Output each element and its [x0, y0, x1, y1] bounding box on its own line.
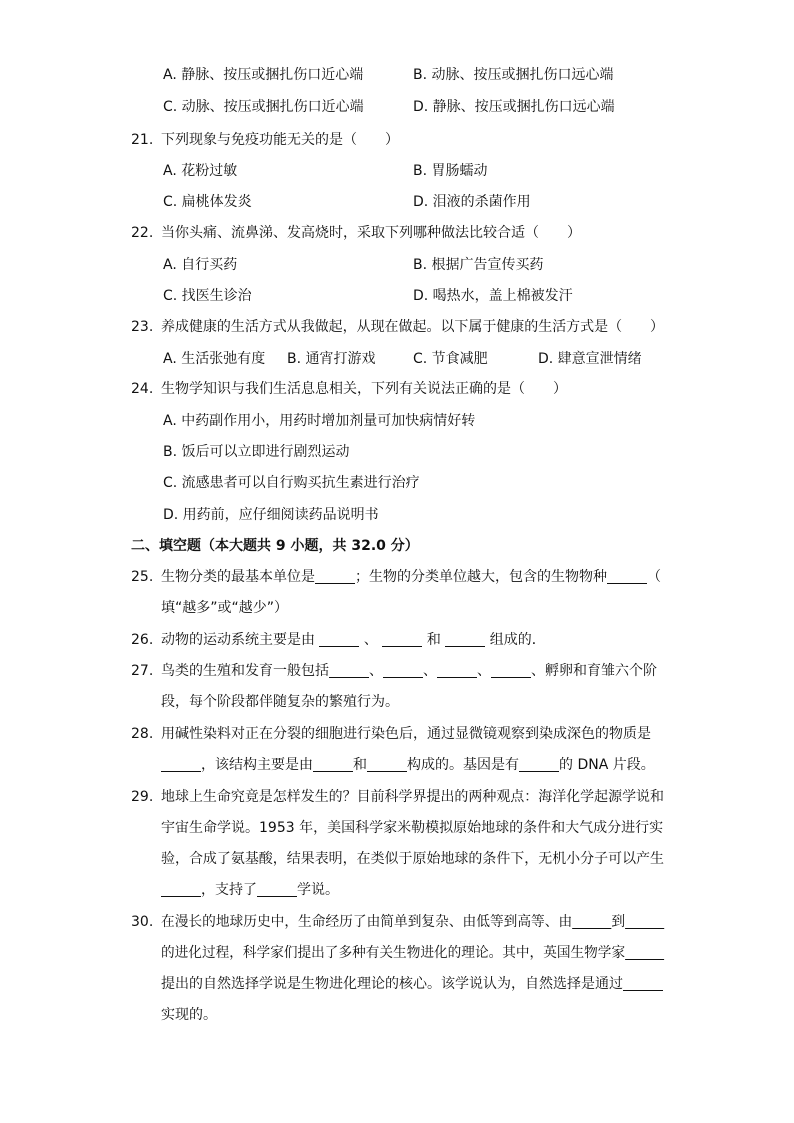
text-segment: 、 — [363, 632, 378, 648]
option-c: C. 节食减肥 — [413, 351, 488, 367]
answer-blank[interactable] — [161, 757, 201, 772]
question-number: 30. — [131, 914, 154, 930]
text-segment: 和 — [353, 757, 367, 773]
option-a: A. 静脉、按压或捆扎伤口近心端 — [163, 67, 364, 83]
question-text-line — [161, 913, 664, 931]
option-a: A. 自行买药 — [163, 257, 238, 273]
option-c: C. 扁桃体发炎 — [163, 194, 252, 210]
text-segment: 动物的运动系统主要是由 — [161, 632, 315, 648]
option-d: D. 肆意宣泄情绪 — [538, 351, 642, 367]
text-segment: 构成的。基因是有 — [407, 757, 519, 773]
text-segment: 提出的自然选择学说是生物进化理论的核心。该学说认为，自然选择是通过 — [161, 976, 623, 992]
answer-blank[interactable] — [445, 632, 485, 647]
answer-blank[interactable] — [519, 757, 559, 772]
answer-blank[interactable] — [437, 663, 477, 678]
answer-blank[interactable] — [572, 914, 611, 929]
question-text-line: 地球上生命究竟是怎样发生的？目前科学界提出的两种观点：海洋化学起源学说和 — [161, 789, 664, 805]
option-a: A. 花粉过敏 — [163, 163, 238, 179]
option-c: C. 找医生诊治 — [163, 288, 252, 304]
option-a: A. 生活张弛有度 — [163, 351, 266, 367]
question-text-line — [161, 568, 661, 586]
option-d: D. 泪液的杀菌作用 — [413, 194, 531, 210]
question-number: 29. — [131, 789, 154, 805]
text-segment: 、孵卵和育雏六个阶 — [531, 663, 657, 679]
answer-blank[interactable] — [313, 757, 353, 772]
option-b: B. 通宵打游戏 — [287, 351, 376, 367]
answer-blank[interactable] — [329, 663, 369, 678]
text-segment: 和 — [426, 632, 441, 648]
answer-blank[interactable] — [367, 757, 407, 772]
question-text-line — [161, 631, 546, 649]
text-segment: 组成的． — [489, 632, 546, 648]
answer-blank[interactable] — [161, 882, 201, 897]
question-stem: 养成健康的生活方式从我做起，从现在做起。以下属于健康的生活方式是（ ） — [161, 319, 664, 335]
question-number: 24. — [131, 381, 154, 397]
option-b: B. 根据广告宣传买药 — [413, 257, 544, 273]
text-segment: ，支持了 — [201, 882, 257, 898]
answer-blank[interactable] — [623, 976, 663, 991]
text-segment: ；生物的分类单位越大，包含的生物物种 — [355, 569, 607, 585]
answer-blank[interactable] — [625, 914, 664, 929]
option-d: D. 静脉、按压或捆扎伤口远心端 — [413, 99, 615, 115]
question-text-line — [161, 944, 664, 962]
answer-blank[interactable] — [319, 632, 359, 647]
question-text-line: 实现的。 — [161, 1007, 217, 1023]
question-number: 25. — [131, 569, 154, 585]
text-segment: 在漫长的地球历史中，生命经历了由简单到复杂、由低等到高等、由 — [161, 914, 573, 930]
answer-blank[interactable] — [383, 663, 423, 678]
answer-blank[interactable] — [382, 632, 422, 647]
option-c: C. 动脉、按压或捆扎伤口近心端 — [163, 99, 364, 115]
text-segment: 到 — [611, 914, 626, 930]
question-text-line — [161, 975, 663, 993]
option-d: D. 喝热水，盖上棉被发汗 — [413, 288, 573, 304]
question-text-line: 段，每个阶段都伴随复杂的繁殖行为。 — [161, 694, 399, 710]
question-stem: 当你头痛、流鼻涕、发高烧时，采取下列哪种做法比较合适（ ） — [161, 225, 581, 241]
text-segment: 学说。 — [297, 882, 339, 898]
option-c: C. 流感患者可以自行购买抗生素进行治疗 — [163, 475, 420, 491]
answer-blank[interactable] — [315, 569, 355, 584]
separator: 、 — [477, 663, 491, 679]
text-segment: 的 DNA 片段。 — [559, 757, 655, 773]
section-heading: 二、填空题（本大题共 9 小题，共 32.0 分） — [131, 538, 419, 554]
answer-blank[interactable] — [491, 663, 531, 678]
question-stem: 下列现象与免疫功能无关的是（ ） — [161, 132, 399, 148]
option-d: D. 用药前，应仔细阅读药品说明书 — [163, 507, 379, 523]
option-a: A. 中药副作用小，用药时增加剂量可加快病情好转 — [163, 413, 476, 429]
question-number: 27. — [131, 663, 154, 679]
text-segment: ，该结构主要是由 — [201, 757, 313, 773]
answer-blank[interactable] — [607, 569, 647, 584]
option-b: B. 饭后可以立即进行剧烈运动 — [163, 444, 350, 460]
answer-blank[interactable] — [257, 882, 297, 897]
question-text-line: 用碱性染料对正在分裂的细胞进行染色后，通过显微镜观察到染成深色的物质是 — [161, 726, 651, 742]
text-segment: 鸟类的生殖和发育一般包括 — [161, 663, 329, 679]
question-text-line — [161, 662, 657, 680]
option-b: B. 胃肠蠕动 — [413, 163, 488, 179]
question-text-line — [161, 881, 339, 899]
question-text-line: 验，合成了氨基酸，结果表明，在类似于原始地球的条件下，无机小分子可以产生 — [161, 851, 664, 867]
question-text-line: 填“越多”或“越少”） — [161, 600, 289, 616]
question-number: 26. — [131, 632, 154, 648]
text-segment: （ — [647, 569, 661, 585]
question-stem: 生物学知识与我们生活息息相关，下列有关说法正确的是（ ） — [161, 381, 567, 397]
option-b: B. 动脉、按压或捆扎伤口远心端 — [413, 67, 614, 83]
text-segment: 的进化过程，科学家们提出了多种有关生物进化的理论。其中，英国生物学家 — [161, 945, 626, 961]
question-text-line: 宇宙生命学说。1953 年，美国科学家米勒模拟原始地球的条件和大气成分进行实 — [161, 820, 664, 836]
answer-blank[interactable] — [625, 945, 664, 960]
question-number: 23. — [131, 319, 154, 335]
separator: 、 — [369, 663, 383, 679]
question-text-line — [161, 756, 655, 774]
question-number: 22. — [131, 225, 154, 241]
separator: 、 — [423, 663, 437, 679]
question-number: 28. — [131, 726, 154, 742]
text-segment: 生物分类的最基本单位是 — [161, 569, 315, 585]
question-number: 21. — [131, 132, 154, 148]
